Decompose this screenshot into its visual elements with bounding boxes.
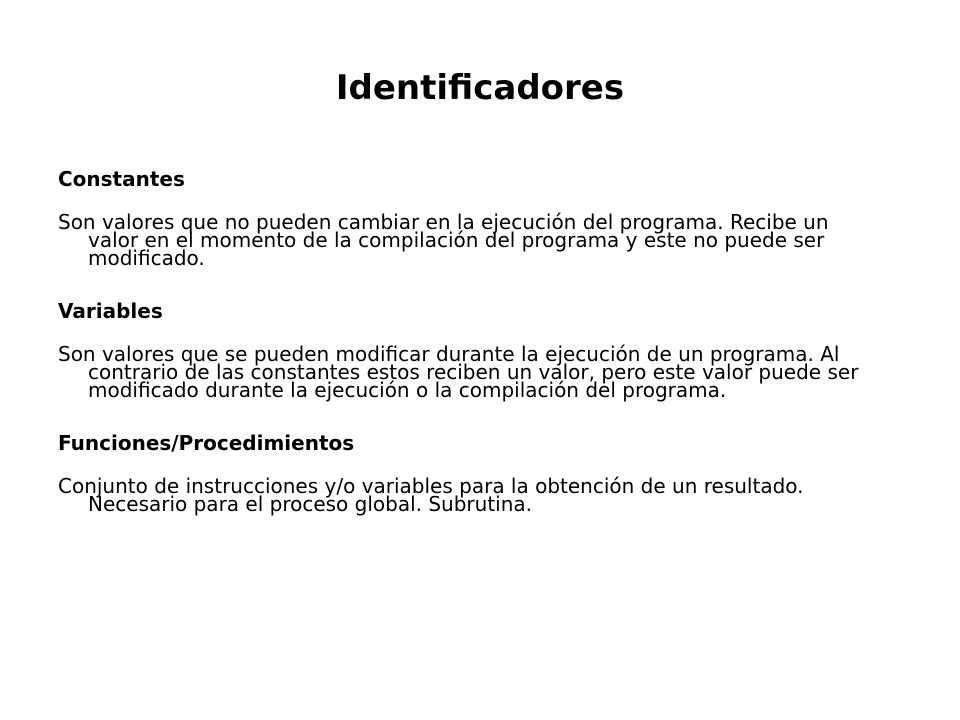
section-text: Conjunto de instrucciones y/o variables para la obtención de un resultado. Necesario para el proceso global. Subrutina. [58,474,804,516]
section-text: Son valores que no pueden cambiar en la ejecución del programa. Recibe un valor en el momento de la compilación del programa y este no puede ser modificado. [58,210,829,270]
section-variables [58,296,878,402]
section-heading: Variables [58,299,163,323]
slide-title: Identificadores [335,68,625,108]
section-heading: Constantes [58,167,185,191]
section-text: Son valores que se pueden modificar durante la ejecución de un programa. Al contrario de las constantes estos reciben un valor, pero este valor puede ser modificado durante la ejecución o la compilación del programa. [58,342,859,402]
section-heading: Funciones/Procedimientos [58,431,355,455]
slide-body [58,164,878,542]
section-funciones [58,428,878,516]
section-constantes [58,164,878,270]
